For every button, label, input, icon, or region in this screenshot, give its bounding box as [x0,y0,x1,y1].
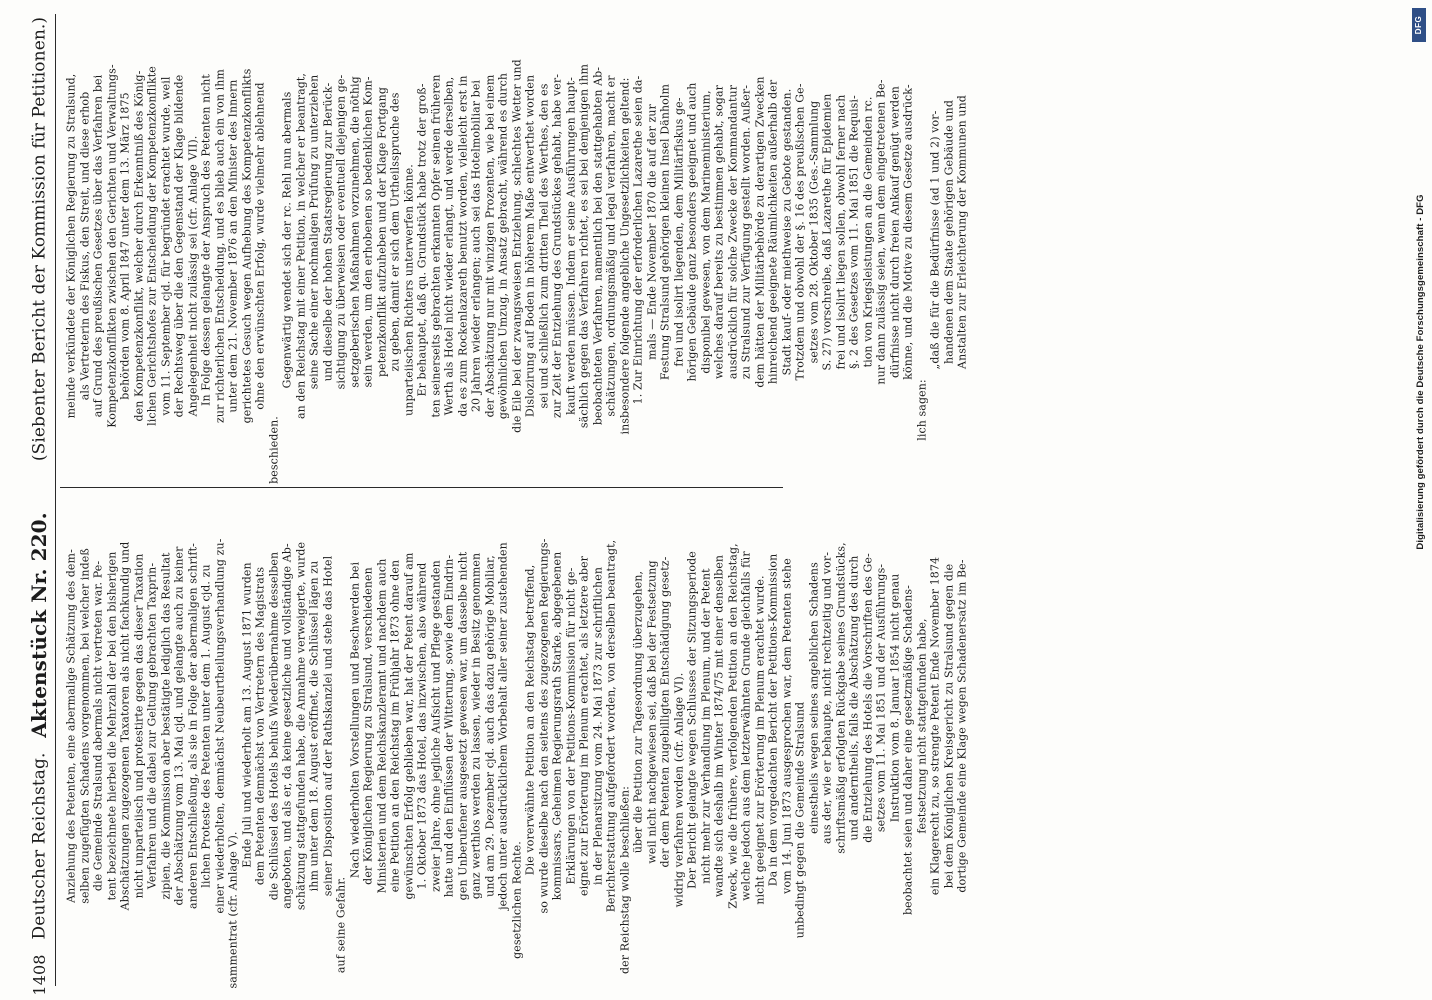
text-line: sächlich gegen das Verfahren richtet, es sei bei demjenigen ihm [577,63,591,429]
text-line: frei und isolirt liegenden, dem Militärfiskus ge- [672,97,685,367]
text-line: 1. Oktober 1873 das Hotel, das inzwischen, also während [415,562,429,890]
text-line: Verfahren und die dabei zur Geltung gebrachten Taxprin- [145,562,159,890]
text-line: Da in dem vorgedachten Bericht der Petitions-Kommission [766,553,780,887]
text-line: lich sagen: [915,379,928,441]
document-label: Aktenstück Nr. 220. [27,512,51,738]
text-line: sei und schließlich zum dritten Theil des Werthes, den es [537,83,550,409]
text-line: hinreichend geeignete Räumlichkeiten außerhalb der [766,79,780,385]
text-line: Zweck, wie die frühere, verfolgenden Petition an den Reichstag, [726,543,739,909]
text-line: ihm unter dem 18. August eröffnet, die Schlüssel lägen zu [307,560,321,892]
text-line: über die Petition zur Tagesordnung überzugehen, [631,570,645,854]
text-line: Werth als Hotel nicht wieder erlangt, und werde derselben, [442,76,456,416]
text-line: meinde verkündete der Königlichen Regierung zu Stralsund, [64,73,78,419]
text-line: zu geben, damit er sich dem Urtheilsspruche des [388,92,402,372]
text-line: kauft werden müssen. Indem er seine Ausführungen haupt- [564,77,577,415]
text-line: unter dem 21. November 1876 an den Minister des Innern [226,79,240,413]
text-line: der Rechtsweg über die den Gegenstand der Klage bildende [172,74,186,418]
text-line: Anstalten zur Erleichterung der Kommunen und [955,95,969,369]
text-line: unparteiischen Richters unterwerfen könne. [402,164,415,416]
text-line: ten seinerseits gebrachten erkannten Opfer seinen früheren [429,74,442,418]
text-line: nicht geeignet zur Erörterung im Plenum erachtet wurde. [753,575,766,905]
column-divider [60,487,783,488]
text-line: gewünschten Erfolg geblieben war, hat der Petent darauf am [402,552,415,900]
text-line: so wurde dieselbe nach den seitens des zugezogenen Regierungs- [537,538,550,914]
text-line: nur dann zulässig seien, wenn dem eingetretenen Be- [874,79,888,385]
text-line: jedoch unter ausdrücklichem Vorbehalt aller seiner zustehenden [496,542,510,910]
text-line: angeboten, und als er, da keine gesetzliche und vollständige Ab- [280,543,294,909]
text-line: welche jedoch aus dem letzterwähnten Grunde gleichfalls für [739,551,753,901]
text-line: zweier Jahre, ohne jegliche Aufsicht und Pflege gestanden [429,560,442,892]
text-line: dortige Gemeinde eine Klage wegen Schadenersatz im Be- [955,559,969,893]
text-line: wandte sich deshalb im Winter 1874/75 mit einer denselben [712,554,726,898]
text-line: S. 27) vorschreibe, daß Lazarethe für Epidemien [820,93,834,371]
text-line: behörden vom 8. April 1847 unter dem 13. März 1875 [118,92,132,400]
text-line: dem hätten der Militärbehörde zu derartigen Zwecken [753,76,766,388]
text-line: sichtigung zu überweisen oder eventuell diejenigen ge- [334,74,348,390]
text-line: an den Reichstag mit einer Petition, in welcher er beantragt, [294,72,307,420]
text-line: der Reichstag wolle beschließen: [618,786,631,974]
text-line: die Eile bei der zwangsweisen Entziehung, schlechtes Wetter und [510,59,523,433]
text-line: eine Petition an den Reichstag im Frühjahr 1873 ohne den [388,559,402,893]
text-line: gesetzlichen Rechte. [510,841,523,959]
text-line: tion von Kriegsleistungen an die Gemeinden rc. [861,96,874,368]
text-line: Erklärungen von der Petitions-Kommission für nicht ge- [564,567,577,885]
text-line: Gegenwärtig wendet sich der rc. Rehl nun abermals [280,91,294,389]
text-line: die Schlüssel des Hotels behufs Wiederübernahme desselben [267,551,280,901]
text-line: Er behauptet, daß qu. Grundstück habe trotz der groß- [415,83,429,397]
text-line: unbedingt gegen die Gemeinde Stralsund [793,701,807,939]
text-line: beschieden. [267,416,280,484]
text-line: frei und isolirt liegen sollen, obwohl ferner nach [834,94,847,370]
text-line: zipien, die Kommission aber bestätigte lediglich das Resultat [159,552,172,900]
text-line: „daß die für die Bedürfnisse (ad 1 und 2) vor- [928,110,942,370]
text-line: gen Unberufener ausgesetzt gewesen war, um dasselbe nicht [456,551,469,901]
text-line: disponibel gewesen, von dem Marineministerium, [699,90,712,374]
text-line: einer wiederholten, demnächst Neubeurtheilungsverhandlung zu- [213,538,226,914]
page-number: 1408 [30,954,49,996]
text-line: hatte und den Einflüssen der Witterung, sowie dem Eindrin- [442,554,456,898]
header-right-title: (Siebenter Bericht der Kommission für Petitionen.) [29,16,50,462]
text-line: widrig verfahren worden (cfr. Anlage VI). [672,672,685,908]
text-line: §. 2 des Gesetzes vom 11. Mai 1851 die Requisi- [847,95,861,369]
header-left-title: Deutscher Reichstag. [29,752,50,940]
text-line: sammentrat (cfr. Anlage V). [226,831,240,989]
text-line: Trotzdem und obwohl der §. 16 des preußischen Ge- [793,83,807,381]
text-line: schätzung stattgefunden habe, die Annahme verweigerte, wurde [294,541,307,911]
text-line: vom 14. Juni 1873 ausgesprochen war, dem Petenten stehe [780,558,793,894]
text-line: lichen Proteste des Petenten unter dem 1. August cjd. zu [199,564,213,888]
text-line: welches darauf bereits zu bestimmen gehabt, sogar [712,85,726,379]
text-line: vom 11. September cjd. für begründet erachtet wurde, weil [159,76,172,416]
text-line: den Kompetenzkonflikt, welcher durch Erkenntniß des König- [132,70,145,422]
text-line: Stadt kauf- oder miethweise zu Gebote gestanden. [780,88,793,376]
text-line: in der Plenarsitzung vom 24. Mai 1873 zur schriftlichen [591,566,604,886]
text-line: zur Zeit der Entziehung des Grundstückes gehabt, habe ver- [550,73,564,419]
dfg-logo-label: DFG [1414,15,1424,35]
text-line: seine Sache einer nochmaligen Prüfung zu unterziehen [307,74,321,390]
text-line: Festung Stralsund gehörigen kleinen Insel Dänholm [658,83,672,381]
funding-note: Digitalisierung gefördert durch die Deutsche Forschungsgemeinschaft - DFG [1415,194,1426,550]
text-line: kommissars, Geheimen Regierungsrath Starke, abgegebenen [550,551,564,901]
text-line: schriftsmäßig erfolgten Rückgabe seines Grundstücks, [834,542,847,854]
text-line: der Abschätzung vom 13. Mai cjd. und gelangte auch zu keiner [172,546,186,906]
text-line: Ministerien und dem Reichskanzleramt und nachdem auch [375,558,388,894]
text-line: setzes vom 11. Mai 1851 und der Ausführungs- [874,563,888,833]
text-line: weil nicht nachgewiesen sei, daß bei der Festsetzung [645,560,658,864]
text-line: 1. Zur Einrichtung der erforderlichen Lazarethe seien da- [631,75,645,405]
text-line: auf seine Gefahr. [334,876,348,974]
text-line: 20 Jahren wieder erlangen; auch sei das Hotelmobiliar bei [469,79,483,413]
text-line: In Folge dessen gelangte der Anspruch des Petenten nicht [199,74,213,406]
text-line: anderen Entschließung, als sie in Folge der abermaligen schrift- [186,543,199,909]
text-line: gewöhnlichen Umzug, in Ansatz gebracht, während es durch [496,72,510,420]
text-line: der Königlichen Regierung zu Stralsund, verschiedenen [361,567,375,885]
text-line: die Entziehung des Hotels die Vorschriften des Ge- [861,553,874,843]
text-line: zu Stralsund zur Verfügung gestellt worden. Außer- [739,84,753,380]
text-line: ganz werthlos werden zu lassen, wieder in Besitz genommen [469,552,483,900]
text-line: ein Klagerecht zu, so strengte Petent Ende November 1874 [928,556,942,896]
text-line: Instruktion vom 8. Januar 1854 nicht genau [888,573,901,823]
text-line: Ende Juli und wiederholt am 13. August 1871 wurden [240,562,253,868]
text-line: aus der, wie er behaupte, nicht rechtzeitig und vor- [820,551,834,845]
text-line: Die vorerwähnte Petition an den Reichstag betreffend, [523,564,537,876]
text-line: setzes vom 28. Oktober 1835 (Ges.-Sammlung [807,100,820,364]
text-line: der Abschätzung nur mit winzigen Prozenten, wie bei einem [483,74,496,418]
text-line: Anziehung des Petenten, eine abermalige Schätzung des dem- [64,549,78,903]
dfg-logo-icon [1412,8,1426,42]
text-line: bei dem Königlichen Kreisgericht zu Stralsund gegen die [942,563,955,889]
header-rule [55,14,56,986]
text-line: schätzungen, ordnungsmäßig und legal verfahren, macht er [604,75,618,417]
text-line: hörigen Gebäude ganz besonders geeignet und auch [685,82,699,382]
text-line: und anderntheils, falls die Abschätzung des durch [847,555,861,841]
text-line: seiner Disposition auf der Rathskanzlei und stehe das Hotel [321,555,334,897]
text-line: festsetzung nicht stattgefunden habe, [915,618,928,834]
text-line: als Vertreterin des Fiskus, den Streit, und diese erhob [78,91,91,401]
text-line: Der Bericht gelangte wegen Schlusses der Sitzungsperiode [685,551,699,889]
text-line: Nach wiederholten Vorstellungen und Beschwerden bei [348,561,361,879]
text-line: dem Petenten demnächst von Vertretern des Magistrats [253,566,267,886]
text-line: sein werden, um den erhobenen so bedenklichen Kom- [361,76,375,388]
text-line: da es zum Rockenlazareth benutzt worden, vielleicht erst in [456,75,469,417]
text-line: gerichtetes Gesuch wegen Aufhebung des Kompetenzkonflikts [240,68,253,424]
text-line: ausdrücklich für solche Zwecke der Kommandantur [726,84,739,380]
text-line: auf Grund des preußischen Gesetzes über das Verfahren bei [91,74,105,418]
text-line: die Gemeinde Stralsund abermals nicht vertreten war. Pe- [91,560,105,892]
text-line: setzgeberischen Maßnahmen vorzunehmen, die nöthig [348,76,361,388]
text-line: lichen Gerichtshofes zur Entscheidung der Kompetenzkonflikte [145,66,159,426]
text-line: der dem Petenten zugebilligten Entschädigung gesetz- [658,556,672,868]
text-line: petenzkonflikt aufzuheben und der Klage Fortgang [375,87,388,377]
text-line: Abschätzungen zugezogenen Taxatoren als nicht fachkundig und [118,541,132,911]
text-line: könne, und die Motive zu diesem Gesetze ausdrück- [901,84,915,380]
text-line: und dieselbe der hohen Staatsregierung zur Berück- [321,82,334,382]
text-line: Dislozirung auf Boden in höherem Maße entwerthet worden [523,74,537,418]
text-line: handenen dem Staate gehörigen Gebäude und [942,100,955,364]
text-line: nicht unparteiisch und protestirte gegen das dieser Taxation [132,553,145,899]
text-line: Kompetenzkonflikten zwischen den Gerichten und Verwaltungs- [105,64,118,428]
text-line: und am 29. Dezember cjd. auch das dazu gehörige Mobiliar, [483,555,496,897]
text-line: ohne den erwünschten Erfolg, wurde vielmehr ablehnend [253,82,267,410]
text-line: nicht mehr zur Verhandlung im Plenum, und der Petent [699,568,712,884]
text-line: Berichterstattung aufgefordert worden, von derselben beantragt, [604,539,618,913]
text-line: Angelegenheit nicht zulässig sei (cfr. Anlage VII). [186,135,199,417]
text-line: einestheils wegen seines angeblichen Schadens [807,562,820,834]
text-line: mals — Ende November 1870 die auf der zur [645,104,658,360]
text-line: zur richterlichen Entscheidung, und es blieb auch ein von ihm [213,69,226,423]
text-line: beobachteten Verfahren, namentlich bei den stattgehabten Ab- [591,66,604,426]
text-line: insbesondere folgende angebliche Ungesetzlichkeiten geltend: [618,77,631,435]
text-line: beobachtet seien und daher eine gesetzmäßige Schadens- [901,585,915,915]
text-line: tent bezeichnete hierbei die Mehrzahl der bei den bisherigen [105,551,118,901]
text-line: selben zugefügten Schadens vorgenommen, bei welcher indeß [78,548,91,904]
text-line: dürfnisse nicht durch freien Ankauf genügt werden [888,86,901,378]
text-line: eignet zur Erörterung im Plenum erachtet, als letztere aber [577,555,591,897]
